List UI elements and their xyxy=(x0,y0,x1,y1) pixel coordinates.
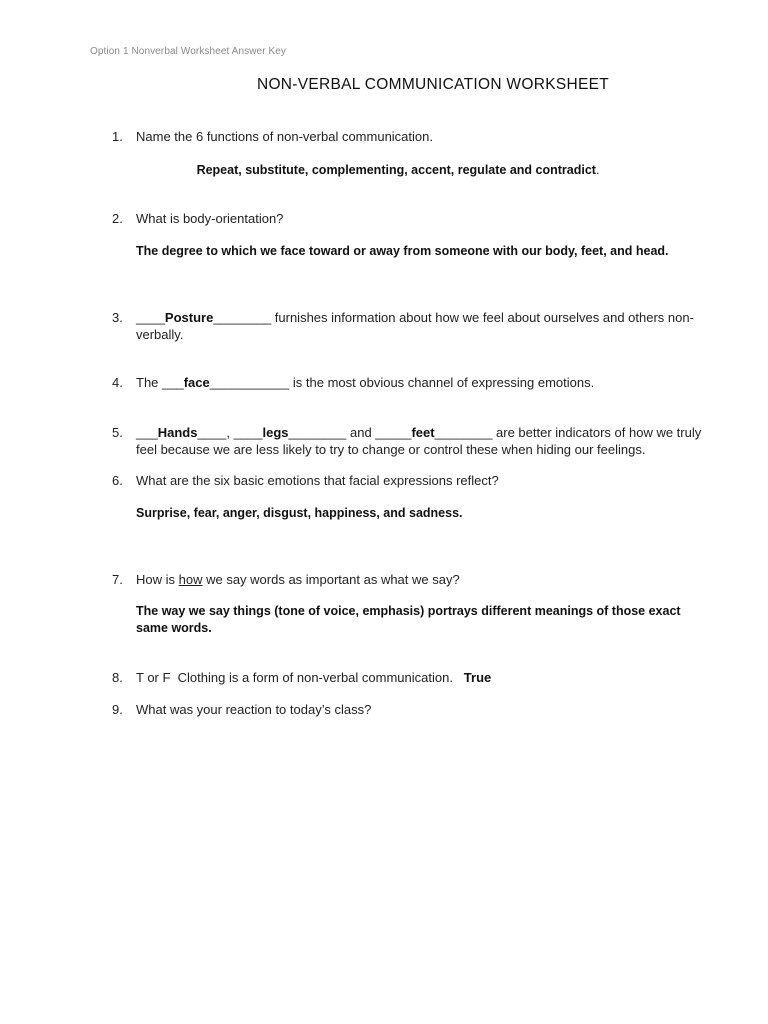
header-note: Option 1 Nonverbal Worksheet Answer Key xyxy=(90,46,287,57)
answer-text: The way we say things (tone of voice, emphasis) portrays different meanings of those exact same words. xyxy=(136,604,681,635)
fill-blank-answer: legs xyxy=(262,425,289,440)
question-number: 1. xyxy=(112,129,123,144)
question-text: Name the 6 functions of non-verbal communication. xyxy=(136,129,433,144)
question-number: 5. xyxy=(112,425,123,440)
answer-text: True xyxy=(463,670,492,685)
answer-text: The degree to which we face toward or away from someone with our body, feet, and head. xyxy=(136,244,669,258)
answer-text: Surprise, fear, anger, disgust, happiness, and sadness. xyxy=(136,506,463,520)
fill-blank-answer: feet xyxy=(411,425,435,440)
question-text: What is body-orientation? xyxy=(136,211,284,226)
question-text: T or F Clothing is a form of non-verbal communication. True xyxy=(136,670,492,685)
question-number: 2. xyxy=(112,211,123,226)
question-text: The ___face___________ is the most obvious channel of expressing emotions. xyxy=(136,375,595,390)
question-number: 4. xyxy=(112,375,123,390)
answer-text: Repeat, substitute, complementing, accent, regulate and contradict. xyxy=(196,163,600,177)
page-title: NON-VERBAL COMMUNICATION WORKSHEET xyxy=(256,76,610,93)
question-number: 9. xyxy=(112,702,123,717)
fill-blank-answer: face xyxy=(183,375,210,390)
question-text: ____Posture________ furnishes information about how we feel about ourselves and others non-verbally. xyxy=(136,310,694,342)
underlined-word: how xyxy=(178,572,203,587)
question-number: 8. xyxy=(112,670,123,685)
fill-blank-answer: Hands xyxy=(157,425,198,440)
fill-blank-answer: Posture xyxy=(164,310,214,325)
question-text: What was your reaction to today’s class? xyxy=(136,702,372,717)
question-text: ___Hands____, ____legs________ and _____feet________ are better indicators of how we truly feel because we are less likely to try to change or control these when hiding our feelings. xyxy=(136,425,702,457)
question-number: 3. xyxy=(112,310,123,325)
question-text: What are the six basic emotions that facial expressions reflect? xyxy=(136,473,499,488)
question-number: 6. xyxy=(112,473,123,488)
question-text: How is how we say words as important as what we say? xyxy=(136,572,460,587)
question-number: 7. xyxy=(112,572,123,587)
